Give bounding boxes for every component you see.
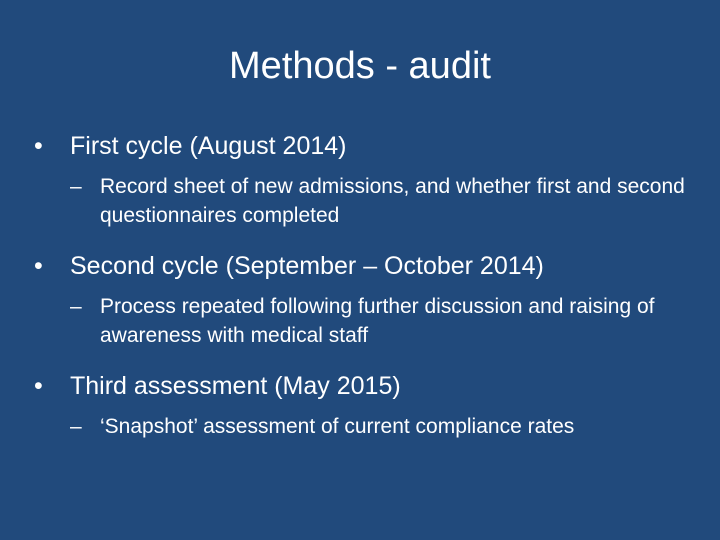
sub-bullet-text: Process repeated following further discussion and raising of awareness with medical staff <box>100 295 655 347</box>
bullet-item <box>30 128 700 164</box>
bullet-item <box>30 368 700 404</box>
slide-title: Methods - audit <box>229 45 491 87</box>
sub-bullet-marker: – <box>70 175 82 198</box>
sub-bullet-item <box>70 292 700 350</box>
bullet-marker: • <box>34 132 43 160</box>
sub-bullet-text: Record sheet of new admissions, and whether first and second questionnaires completed <box>100 175 685 227</box>
bullet-group-first-cycle <box>30 128 700 230</box>
bullet-text: First cycle (August 2014) <box>70 132 347 160</box>
sub-bullet-item <box>70 412 700 441</box>
bullet-group-second-cycle <box>30 248 700 350</box>
bullet-text: Second cycle (September – October 2014) <box>70 252 544 280</box>
sub-bullet-marker: – <box>70 415 82 438</box>
sub-bullet-item <box>70 172 700 230</box>
bullet-marker: • <box>34 372 43 400</box>
bullet-list <box>30 128 700 459</box>
bullet-text: Third assessment (May 2015) <box>70 372 401 400</box>
bullet-marker: • <box>34 252 43 280</box>
bullet-group-third-assessment <box>30 368 700 441</box>
sub-bullet-text: ‘Snapshot’ assessment of current compliance rates <box>100 415 575 438</box>
bullet-item <box>30 248 700 284</box>
sub-bullet-marker: – <box>70 295 82 318</box>
